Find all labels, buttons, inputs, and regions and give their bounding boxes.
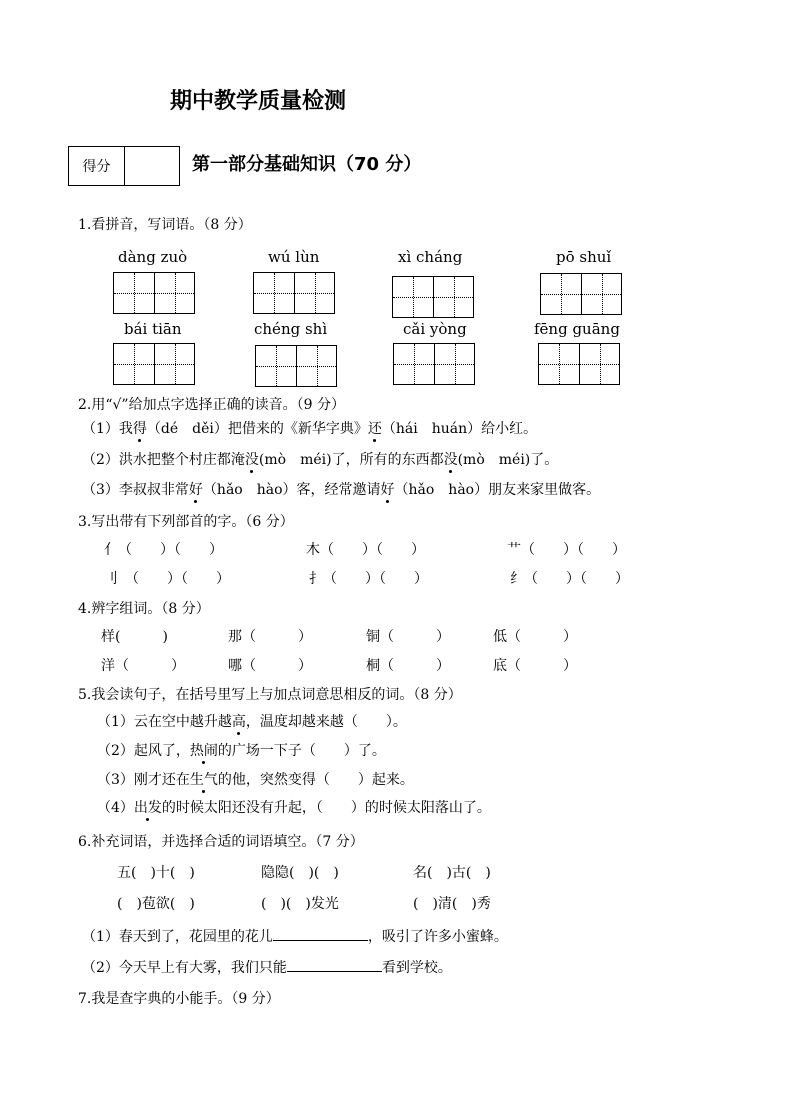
fill-blank[interactable] [273,926,368,941]
radical-item: 亻（ ）（ ） [104,542,223,558]
word-item: 底（ ） [493,658,577,674]
idiom-item: 名( )古( ) [413,865,491,881]
dotted-char: 得 [133,418,147,438]
score-box [68,146,180,186]
dotted-char: 高 [232,711,246,731]
q2-line-3: （3）李叔叔非常好（hǎo hào）客，经常邀请好（hǎo hào）朋友来家里做客。 [82,479,600,499]
dotted-char: 生气 [190,769,218,789]
writing-grid-3[interactable] [392,276,474,318]
pinyin-6: chéng shì [254,320,328,338]
q5-line-4: （4）出发的时候太阳还没有升起，（ ）的时候太阳落山了。 [97,797,491,817]
word-item: 低（ ） [493,629,577,645]
pinyin-4: pō shuǐ [556,248,612,266]
idiom-item: ( )苞欲( ) [117,896,195,912]
radical-item: 扌（ ）（ ） [309,571,428,587]
dotted-char: 热闹 [190,740,218,760]
q4-prompt: 4.辨字组词。（8 分） [78,601,210,617]
fill-sentence-1: （1）春天到了，花园里的花儿 ，吸引了许多小蜜蜂。 [82,926,508,946]
idiom-item: ( )清( )秀 [413,896,491,912]
q2-line-1: （1）我得（dé děi）把借来的《新华字典》还（hái huán）给小红。 [82,418,537,438]
q5-line-3: （3）刚才还在生气的他，突然变得（ ）起来。 [97,769,414,789]
writing-grid-4[interactable] [540,273,622,315]
word-item: 样( ) [101,629,168,645]
pinyin-2: wú lùn [268,248,320,266]
q7-prompt: 7.我是查字典的小能手。（9 分） [78,991,280,1007]
radical-item: 刂 （ ）（ ） [104,571,230,587]
q6-prompt: 6.补充词语，并选择合适的词语填空。（7 分） [78,834,364,850]
writing-grid-8[interactable] [538,343,620,385]
word-item: 洋（ ） [101,658,185,674]
writing-grid-1[interactable] [113,272,195,314]
q5-line-1: （1）云在空中越升越高，温度却越来越（ ）。 [97,711,407,731]
word-item: 哪（ ） [228,658,312,674]
writing-grid-2[interactable] [253,272,335,314]
dotted-char: 好 [189,479,203,499]
part-title: 第一部分基础知识（70 分） [192,154,422,175]
q3-prompt: 3.写出带有下列部首的字。（6 分） [78,514,294,530]
q5-line-2: （2）起风了，热闹的广场一下子（ ）了。 [97,740,386,760]
dotted-char: 没 [245,449,259,469]
dotted-char: 没 [444,449,458,469]
pinyin-3: xì cháng [398,248,463,266]
word-item: 那（ ） [228,629,312,645]
radical-item: 艹（ ）（ ） [507,542,626,558]
q5-prompt: 5.我会读句子，在括号里写上与加点词意思相反的词。（8 分） [78,687,462,703]
dotted-char: 还 [368,418,382,438]
idiom-item: ( )( )发光 [261,896,339,912]
word-item: 铜（ ） [366,629,450,645]
radical-item: 纟（ ）（ ） [510,571,629,587]
idiom-item: 隐隐( )( ) [261,865,339,881]
score-value-field[interactable] [125,147,179,185]
dotted-char: 出发 [134,797,162,817]
dotted-char: 好 [381,479,395,499]
writing-grid-7[interactable] [393,343,475,385]
writing-grid-6[interactable] [255,345,337,387]
radical-item: 木（ ）（ ） [306,542,425,558]
fill-sentence-2: （2）今天早上有大雾，我们只能 看到学校。 [82,957,452,977]
idiom-item: 五( )十( ) [117,865,195,881]
writing-grid-5[interactable] [113,343,195,385]
pinyin-5: bái tiān [124,320,182,338]
pinyin-1: dàng zuò [118,248,188,266]
q2-line-2: （2）洪水把整个村庄都淹没(mò méi)了，所有的东西都没(mò méi)了。 [82,449,558,469]
fill-blank[interactable] [287,957,382,972]
q2-prompt: 2.用“√”给加点字选择正确的读音。（9 分） [78,397,345,413]
pinyin-8: fēng guāng [534,320,620,338]
word-item: 桐（ ） [366,658,450,674]
score-label: 得分 [69,147,125,185]
q1-prompt: 1.看拼音，写词语。（8 分） [78,217,252,233]
page-title: 期中教学质量检测 [170,89,347,114]
pinyin-7: cǎi yòng [403,320,467,338]
